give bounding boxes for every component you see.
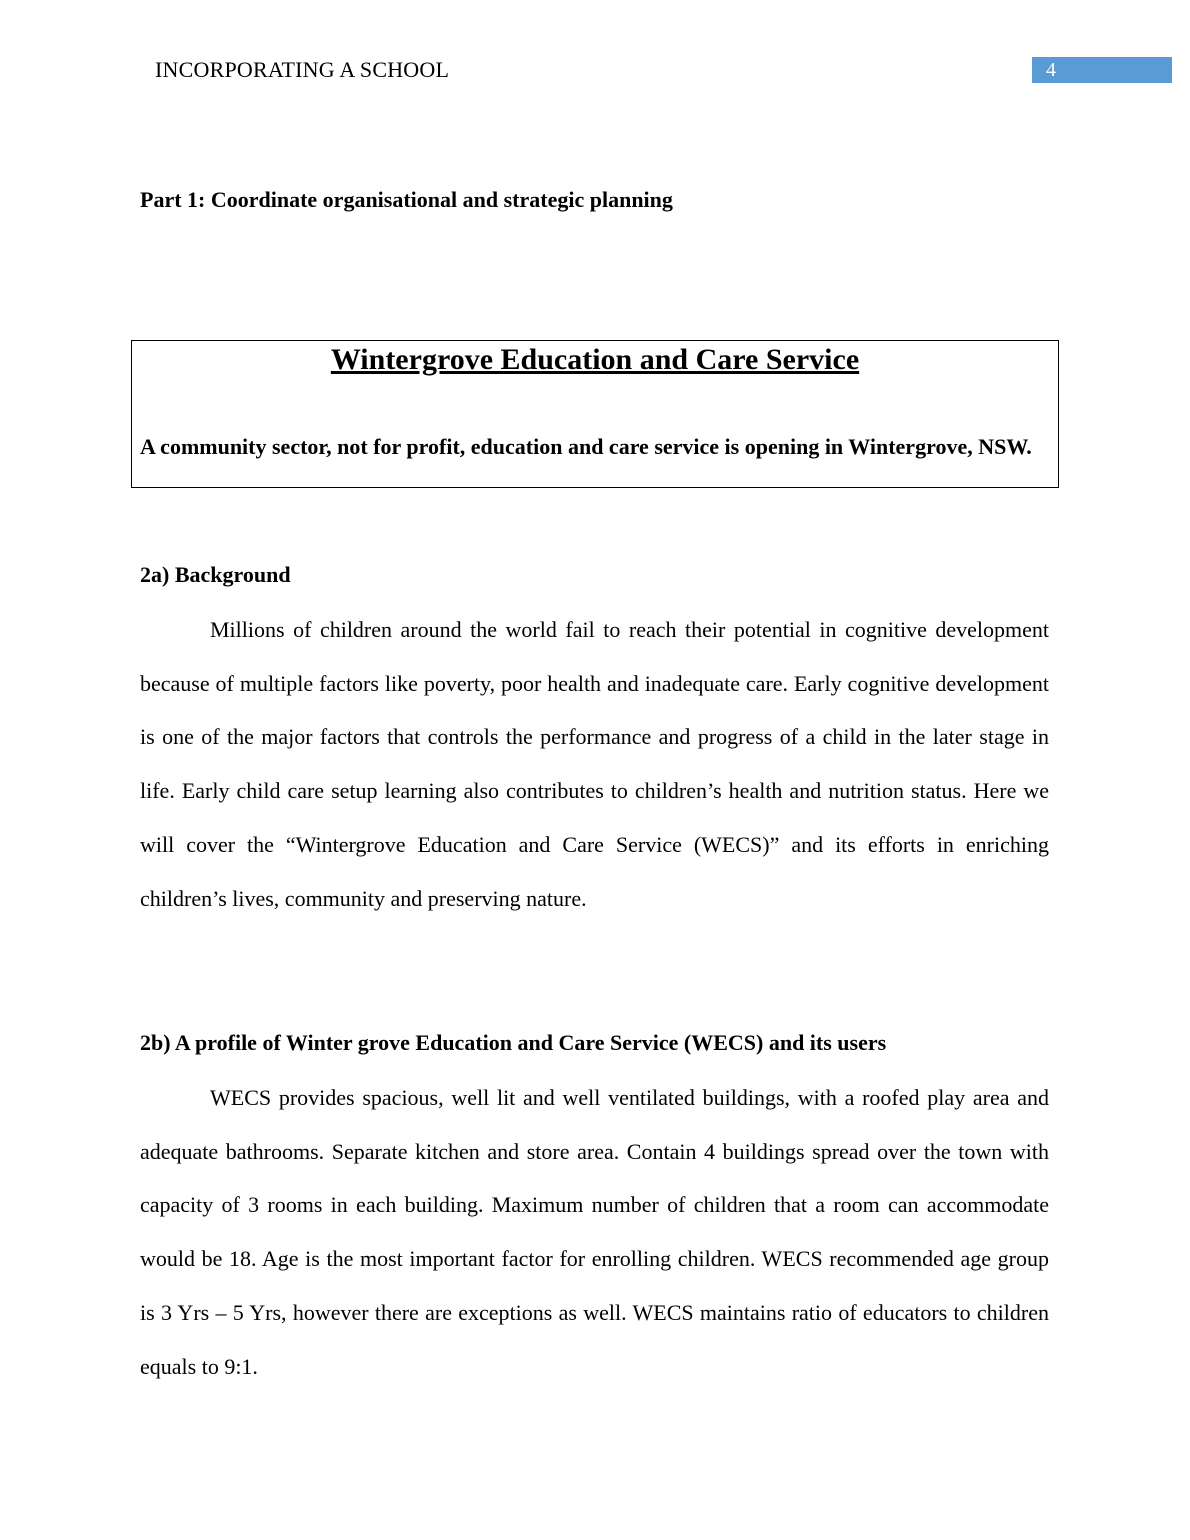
- service-subtitle: A community sector, not for profit, education and care service is opening in Wintergrove, NSW.: [140, 434, 1032, 459]
- profile-paragraph: WECS provides spacious, well lit and well ventilated buildings, with a roofed play area and adequate bathrooms. Separate kitchen and store area. Contain 4 buildings spread over the town with capacity of 3 rooms in each building. Maximum number of children that a room can accommodate would be 18. Age is the most important factor for enrolling children. WECS recommended age group is 3 Yrs – 5 Yrs, however there are exceptions as well. WECS maintains ratio of educators to children equals to 9:1.: [140, 1085, 1049, 1379]
- section-heading-background: 2a) Background: [140, 562, 291, 587]
- service-title: Wintergrove Education and Care Service: [330, 343, 860, 376]
- running-header-title: INCORPORATING A SCHOOL: [155, 57, 450, 82]
- section-heading-profile: 2b) A profile of Winter grove Education and Care Service (WECS) and its users: [140, 1030, 887, 1055]
- page-number-badge: 4: [1032, 57, 1172, 83]
- background-paragraph: Millions of children around the world fail to reach their potential in cognitive development because of multiple factors like poverty, poor health and inadequate care. Early cognitive development is one of the major factors that controls the performance and progress of a child in the later stage in life. Early child care setup learning also contributes to children’s health and nutrition status. Here we will cover the “Wintergrove Education and Care Service (WECS)” and its efforts in enriching children’s lives, community and preserving nature.: [140, 617, 1049, 911]
- part-heading: Part 1: Coordinate organisational and strategic planning: [140, 187, 673, 212]
- title-box: [131, 340, 1059, 488]
